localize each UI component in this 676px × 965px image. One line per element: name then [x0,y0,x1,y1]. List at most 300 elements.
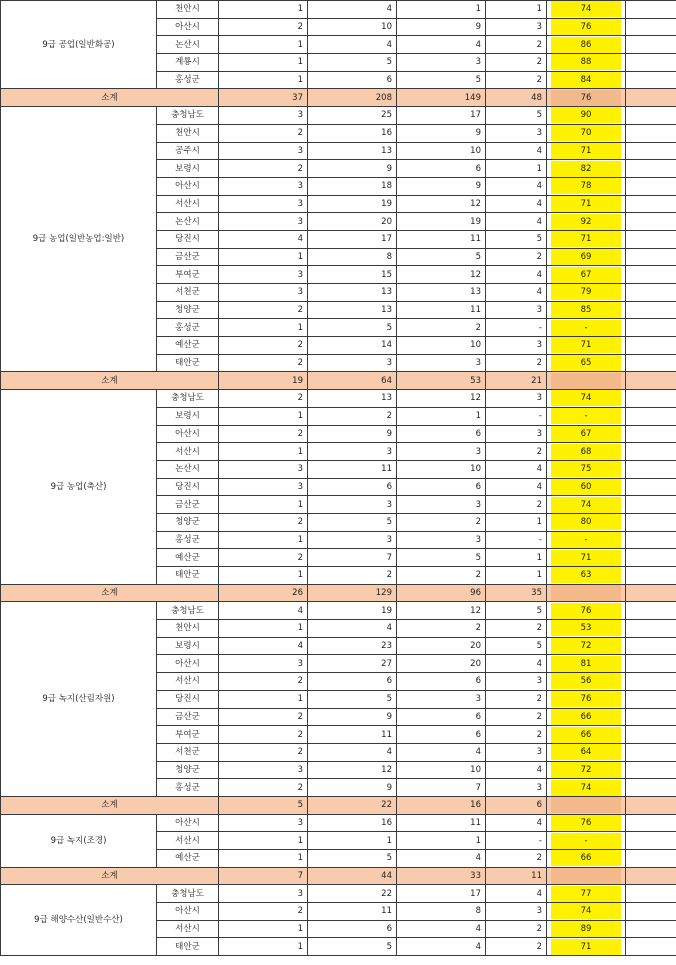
value-cell-c: 4 [397,36,486,54]
empty-cell [626,620,676,638]
value-cell-a: 3 [219,284,308,302]
value-cell-b: 11 [308,726,397,744]
value-cell-a: 1 [219,531,308,549]
score-cell [547,743,626,761]
value-cell-a: 2 [219,673,308,691]
value-cell-a: 2 [219,354,308,372]
value-cell-a: 1 [219,248,308,266]
value-cell-b: 3 [308,531,397,549]
score-cell [547,54,626,72]
region-cell: 부여군 [157,266,219,284]
score-cell [547,602,626,620]
region-cell: 당진시 [157,690,219,708]
region-cell: 서산시 [157,920,219,938]
empty-cell [626,213,676,231]
value-cell-b: 9 [308,160,397,178]
value-cell-d: 3 [486,779,547,797]
empty-cell [626,690,676,708]
value-cell-c: 1 [397,832,486,850]
empty-cell [626,726,676,744]
empty-cell [626,602,676,620]
subtotal-a: 19 [219,372,308,390]
empty-cell [626,478,676,496]
score-value: 66 [551,850,621,866]
subtotal-score-cell [547,796,626,814]
value-cell-a: 3 [219,177,308,195]
empty-cell [626,354,676,372]
value-cell-b: 6 [308,478,397,496]
value-cell-c: 6 [397,673,486,691]
value-cell-a: 3 [219,195,308,213]
subtotal-c: 96 [397,584,486,602]
value-cell-a: 1 [219,832,308,850]
value-cell-b: 20 [308,213,397,231]
value-cell-a: 3 [219,142,308,160]
region-cell: 충청남도 [157,885,219,903]
empty-cell [626,390,676,408]
value-cell-b: 9 [308,779,397,797]
region-cell: 아산시 [157,655,219,673]
value-cell-b: 16 [308,124,397,142]
value-cell-b: 18 [308,177,397,195]
region-cell: 공주시 [157,142,219,160]
table-row [1,390,676,408]
empty-cell [626,513,676,531]
subtotal-row [1,796,676,814]
value-cell-a: 1 [219,620,308,638]
value-cell-a: 4 [219,230,308,248]
empty-cell [626,885,676,903]
score-value: 86 [551,37,621,53]
score-value: 66 [551,727,621,743]
empty-cell [626,567,676,585]
value-cell-a: 1 [219,319,308,337]
value-cell-c: 12 [397,602,486,620]
empty-cell [626,920,676,938]
value-cell-b: 23 [308,637,397,655]
value-cell-d: 4 [486,177,547,195]
score-value: 80 [551,514,621,530]
region-cell: 태안군 [157,567,219,585]
value-cell-d: 2 [486,620,547,638]
subtotal-row [1,89,676,107]
empty-cell [626,814,676,832]
score-cell [547,690,626,708]
score-value: 76 [551,691,621,707]
value-cell-d: 4 [486,284,547,302]
value-cell-b: 17 [308,230,397,248]
value-cell-b: 14 [308,337,397,355]
empty-cell [626,18,676,36]
value-cell-b: 25 [308,107,397,125]
score-cell [547,637,626,655]
value-cell-d: 2 [486,496,547,514]
subtotal-score: 76 [551,90,621,106]
value-cell-c: 10 [397,761,486,779]
value-cell-c: 12 [397,195,486,213]
subtotal-label: 소계 [1,584,219,602]
value-cell-b: 4 [308,36,397,54]
subtotal-row [1,867,676,885]
value-cell-c: 5 [397,248,486,266]
value-cell-a: 2 [219,726,308,744]
value-cell-a: 3 [219,761,308,779]
score-value: 79 [551,284,621,300]
score-value: 90 [551,107,621,123]
value-cell-c: 4 [397,850,486,868]
value-cell-c: 11 [397,814,486,832]
score-cell [547,160,626,178]
value-cell-c: 2 [397,620,486,638]
score-value: 82 [551,161,621,177]
value-cell-a: 3 [219,213,308,231]
score-cell [547,195,626,213]
value-cell-d: 4 [486,195,547,213]
region-cell: 충청남도 [157,602,219,620]
value-cell-d: 5 [486,602,547,620]
value-cell-b: 22 [308,885,397,903]
empty-cell [626,71,676,89]
value-cell-d: 4 [486,460,547,478]
subtotal-d: 21 [486,372,547,390]
empty-cell [626,425,676,443]
value-cell-b: 4 [308,743,397,761]
table-row [1,1,676,19]
subtotal-b: 22 [308,796,397,814]
empty-cell [626,584,676,602]
value-cell-b: 6 [308,673,397,691]
score-cell [547,478,626,496]
empty-cell [626,89,676,107]
value-cell-c: 7 [397,779,486,797]
score-cell [547,708,626,726]
score-cell [547,920,626,938]
score-cell [547,71,626,89]
value-cell-a: 3 [219,266,308,284]
value-cell-b: 5 [308,690,397,708]
score-value: 69 [551,249,621,265]
score-cell [547,319,626,337]
score-cell [547,673,626,691]
empty-cell [626,637,676,655]
value-cell-c: 19 [397,213,486,231]
score-value: 72 [551,762,621,778]
table-row [1,885,676,903]
empty-cell [626,284,676,302]
value-cell-c: 3 [397,443,486,461]
value-cell-a: 4 [219,637,308,655]
region-cell: 당진시 [157,478,219,496]
value-cell-c: 6 [397,478,486,496]
value-cell-a: 1 [219,407,308,425]
value-cell-b: 3 [308,443,397,461]
empty-cell [626,938,676,956]
value-cell-d: 3 [486,301,547,319]
score-value: 77 [551,886,621,902]
value-cell-a: 2 [219,337,308,355]
value-cell-c: 8 [397,903,486,921]
value-cell-a: 2 [219,390,308,408]
value-cell-a: 2 [219,301,308,319]
subtotal-a: 26 [219,584,308,602]
subtotal-b: 208 [308,89,397,107]
score-cell [547,177,626,195]
empty-cell [626,832,676,850]
value-cell-d: 4 [486,266,547,284]
subtotal-b: 44 [308,867,397,885]
score-cell [547,726,626,744]
empty-cell [626,796,676,814]
value-cell-a: 1 [219,496,308,514]
value-cell-d: 4 [486,885,547,903]
subtotal-score-cell [547,372,626,390]
value-cell-c: 17 [397,107,486,125]
value-cell-b: 16 [308,814,397,832]
value-cell-a: 2 [219,18,308,36]
value-cell-b: 3 [308,496,397,514]
value-cell-c: 6 [397,726,486,744]
region-cell: 청양군 [157,513,219,531]
empty-cell [626,36,676,54]
value-cell-d: 4 [486,761,547,779]
subtotal-score [551,585,621,601]
subtotal-d: 6 [486,796,547,814]
subtotal-score-cell [547,584,626,602]
value-cell-d: - [486,832,547,850]
region-cell: 서산시 [157,195,219,213]
score-value: 70 [551,125,621,141]
value-cell-a: 1 [219,690,308,708]
score-cell [547,938,626,956]
empty-cell [626,266,676,284]
empty-cell [626,531,676,549]
value-cell-c: 10 [397,460,486,478]
score-value: 60 [551,479,621,495]
table-body [1,1,676,956]
score-value: 63 [551,567,621,583]
score-value: 85 [551,302,621,318]
score-value: 78 [551,178,621,194]
value-cell-c: 2 [397,319,486,337]
score-value: 74 [551,390,621,406]
region-cell: 아산시 [157,903,219,921]
region-cell: 홍성군 [157,319,219,337]
score-cell [547,230,626,248]
value-cell-d: 2 [486,443,547,461]
value-cell-b: 11 [308,460,397,478]
score-cell [547,18,626,36]
value-cell-b: 5 [308,319,397,337]
score-value: 68 [551,444,621,460]
value-cell-d: 1 [486,567,547,585]
value-cell-c: 4 [397,920,486,938]
exam-category: 9급 녹지(산림자원) [1,602,157,797]
score-cell [547,620,626,638]
table-row [1,602,676,620]
value-cell-d: 3 [486,390,547,408]
region-cell: 서천군 [157,743,219,761]
value-cell-b: 5 [308,850,397,868]
value-cell-a: 1 [219,850,308,868]
region-cell: 부여군 [157,726,219,744]
empty-cell [626,337,676,355]
value-cell-b: 13 [308,301,397,319]
score-value: 71 [551,337,621,353]
value-cell-b: 19 [308,602,397,620]
value-cell-d: 5 [486,230,547,248]
value-cell-a: 3 [219,655,308,673]
value-cell-b: 13 [308,390,397,408]
value-cell-d: 2 [486,726,547,744]
region-cell: 태안군 [157,938,219,956]
region-cell: 홍성군 [157,71,219,89]
value-cell-d: 2 [486,54,547,72]
subtotal-label: 소계 [1,89,219,107]
value-cell-c: 3 [397,690,486,708]
subtotal-row [1,372,676,390]
value-cell-c: 6 [397,425,486,443]
subtotal-d: 35 [486,584,547,602]
score-cell [547,1,626,19]
region-cell: 아산시 [157,814,219,832]
subtotal-c: 16 [397,796,486,814]
region-cell: 충청남도 [157,390,219,408]
empty-cell [626,779,676,797]
score-cell [547,142,626,160]
value-cell-a: 1 [219,567,308,585]
value-cell-a: 2 [219,549,308,567]
value-cell-c: 17 [397,885,486,903]
value-cell-b: 12 [308,761,397,779]
value-cell-d: 3 [486,337,547,355]
subtotal-a: 37 [219,89,308,107]
score-value: - [551,532,621,548]
score-cell [547,36,626,54]
value-cell-b: 4 [308,620,397,638]
value-cell-d: 2 [486,938,547,956]
score-value: 71 [551,143,621,159]
empty-cell [626,372,676,390]
region-cell: 태안군 [157,354,219,372]
region-cell: 금산군 [157,248,219,266]
value-cell-d: - [486,407,547,425]
score-cell [547,496,626,514]
exam-category: 9급 농업(일반농업:일반) [1,107,157,372]
empty-cell [626,743,676,761]
score-cell [547,814,626,832]
empty-cell [626,248,676,266]
value-cell-c: 5 [397,71,486,89]
value-cell-c: 4 [397,743,486,761]
subtotal-score [551,868,621,884]
subtotal-label: 소계 [1,867,219,885]
value-cell-a: 2 [219,708,308,726]
region-cell: 예산군 [157,549,219,567]
value-cell-a: 2 [219,513,308,531]
value-cell-c: 3 [397,531,486,549]
region-cell: 예산군 [157,337,219,355]
value-cell-b: 11 [308,903,397,921]
empty-cell [626,319,676,337]
value-cell-d: 4 [486,213,547,231]
score-value: 53 [551,620,621,636]
score-value: 67 [551,267,621,283]
value-cell-c: 9 [397,177,486,195]
value-cell-d: 2 [486,708,547,726]
score-value: 84 [551,72,621,88]
value-cell-c: 1 [397,1,486,19]
score-cell [547,390,626,408]
value-cell-b: 5 [308,513,397,531]
value-cell-b: 13 [308,142,397,160]
value-cell-d: 2 [486,71,547,89]
score-cell [547,213,626,231]
value-cell-a: 3 [219,107,308,125]
value-cell-d: 5 [486,107,547,125]
score-value: - [551,408,621,424]
region-cell: 당진시 [157,230,219,248]
empty-cell [626,407,676,425]
score-value: 74 [551,780,621,796]
subtotal-label: 소계 [1,372,219,390]
value-cell-a: 3 [219,814,308,832]
value-cell-d: 3 [486,18,547,36]
empty-cell [626,1,676,19]
value-cell-d: 2 [486,690,547,708]
value-cell-a: 2 [219,160,308,178]
subtotal-a: 7 [219,867,308,885]
score-value: 71 [551,939,621,955]
score-cell [547,337,626,355]
score-value: 71 [551,231,621,247]
region-cell: 논산시 [157,460,219,478]
score-cell [547,284,626,302]
value-cell-a: 1 [219,54,308,72]
value-cell-a: 1 [219,71,308,89]
value-cell-b: 5 [308,54,397,72]
score-cell [547,107,626,125]
score-cell [547,425,626,443]
score-value: 65 [551,355,621,371]
value-cell-b: 2 [308,567,397,585]
score-cell [547,850,626,868]
value-cell-c: 10 [397,337,486,355]
score-cell [547,567,626,585]
subtotal-score-cell [547,89,626,107]
empty-cell [626,160,676,178]
region-cell: 금산군 [157,496,219,514]
value-cell-a: 2 [219,124,308,142]
empty-cell [626,443,676,461]
empty-cell [626,142,676,160]
value-cell-b: 8 [308,248,397,266]
empty-cell [626,54,676,72]
region-cell: 논산시 [157,36,219,54]
value-cell-d: 4 [486,142,547,160]
score-cell [547,779,626,797]
score-value: 56 [551,673,621,689]
value-cell-b: 5 [308,938,397,956]
region-cell: 청양군 [157,301,219,319]
score-value: 81 [551,656,621,672]
score-value: 72 [551,638,621,654]
table-row [1,814,676,832]
score-cell [547,407,626,425]
score-cell [547,443,626,461]
empty-cell [626,460,676,478]
subtotal-score [551,797,621,813]
value-cell-c: 20 [397,637,486,655]
